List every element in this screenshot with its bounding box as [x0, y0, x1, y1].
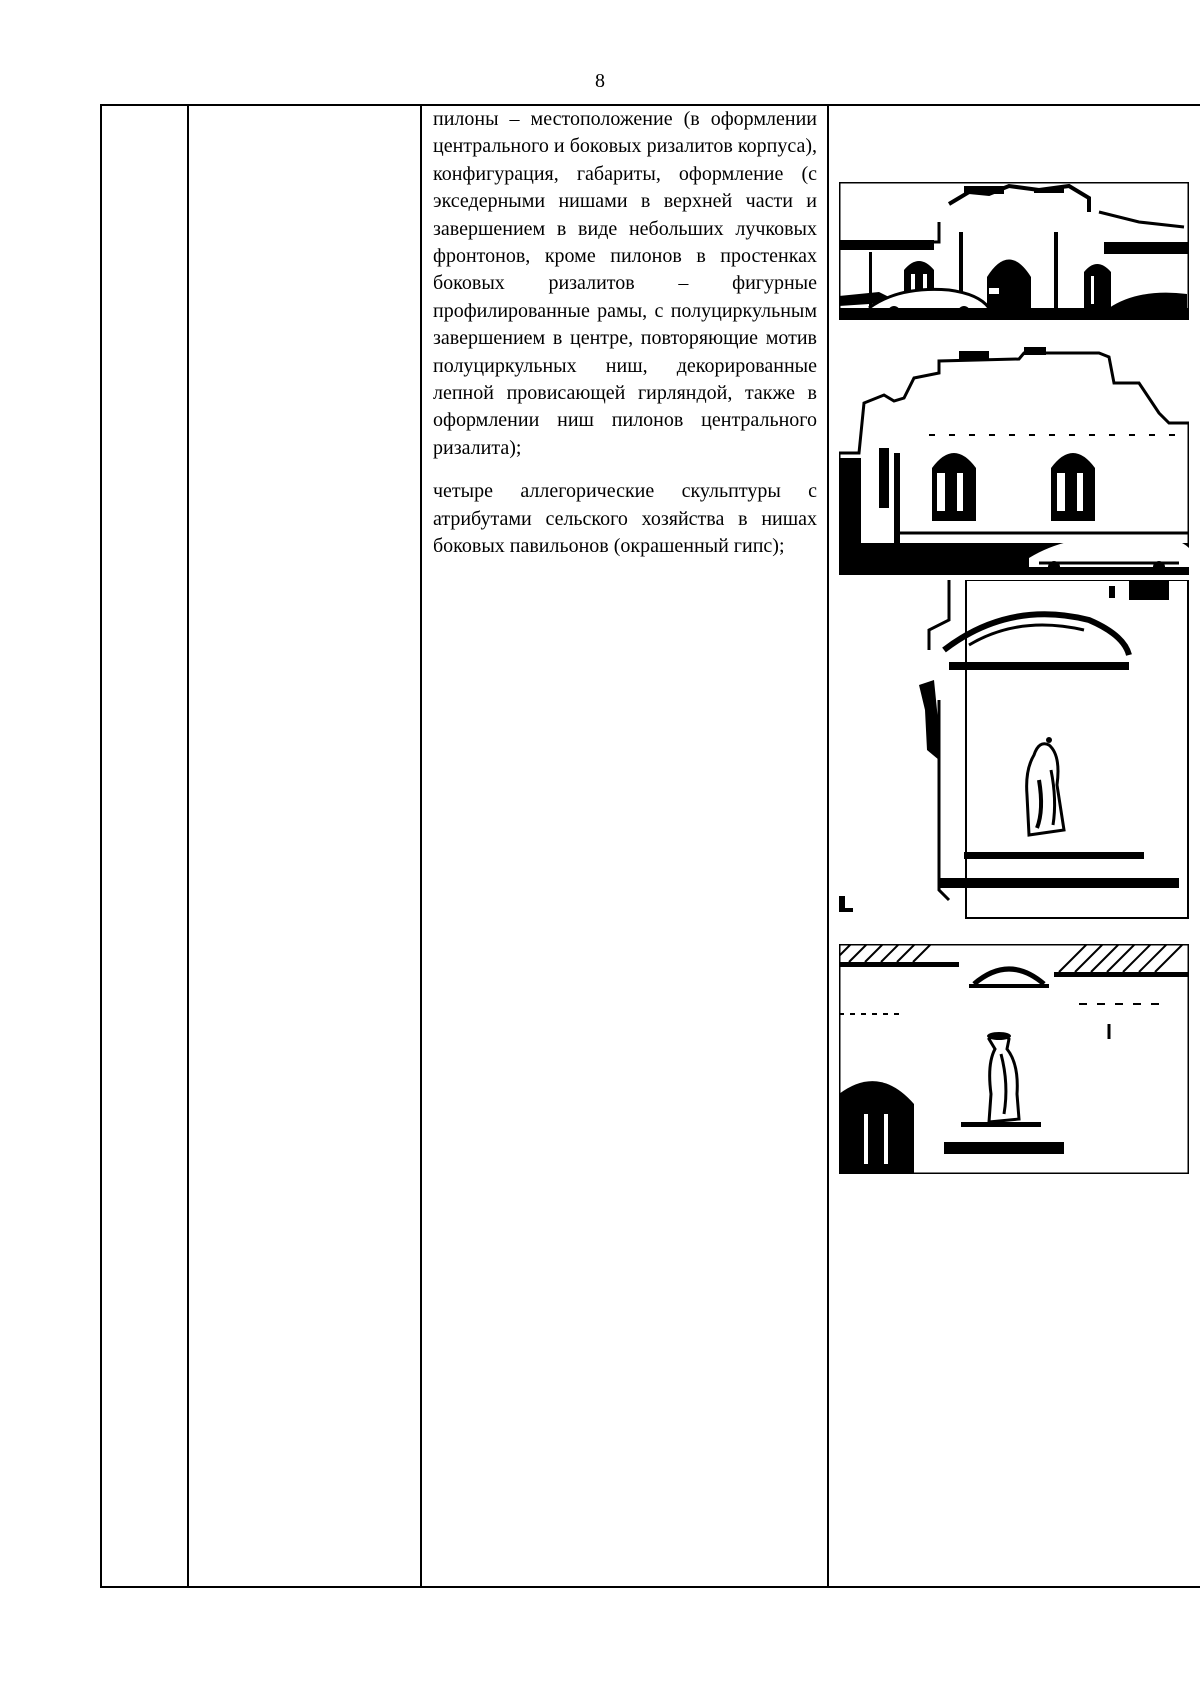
photo-side-risalit: [839, 343, 1189, 575]
photo-column: [829, 106, 1200, 1586]
table-cell-name: [188, 105, 421, 1587]
table-row: [101, 105, 1200, 1587]
description-paragraph: пилоны – местоположение (в оформлении центрального и боковых ризалитов корпуса), конфигурация, габариты, оформление (с экседерными нишами в верхней части и завершением в виде небольших лучковых фронтонов, кроме пилонов в простенках боковых ризалитов – фигурные профилированные рамы, с полуциркульным завершением в центре, повторяющие мотив полуциркульных ниш, декорированные лепной провисающей гирляндой, также в оформлении ниш пилонов центрального ризалита);: [433, 108, 817, 459]
photo-sculpture-arch: [839, 944, 1189, 1174]
photo-facade: [839, 182, 1189, 320]
table-cell-number: [101, 105, 188, 1587]
table-cell-description: [421, 105, 828, 1587]
description-paragraph: четыре аллегорические скульптуры с атрибутами сельского хозяйства в нишах боковых павильонов (окрашенный гипс);: [433, 480, 817, 558]
monument-table: [100, 104, 1200, 1588]
photo-niche-sculpture: [839, 580, 1189, 920]
page-number: 8: [595, 70, 605, 92]
table-cell-photos: [828, 105, 1200, 1587]
